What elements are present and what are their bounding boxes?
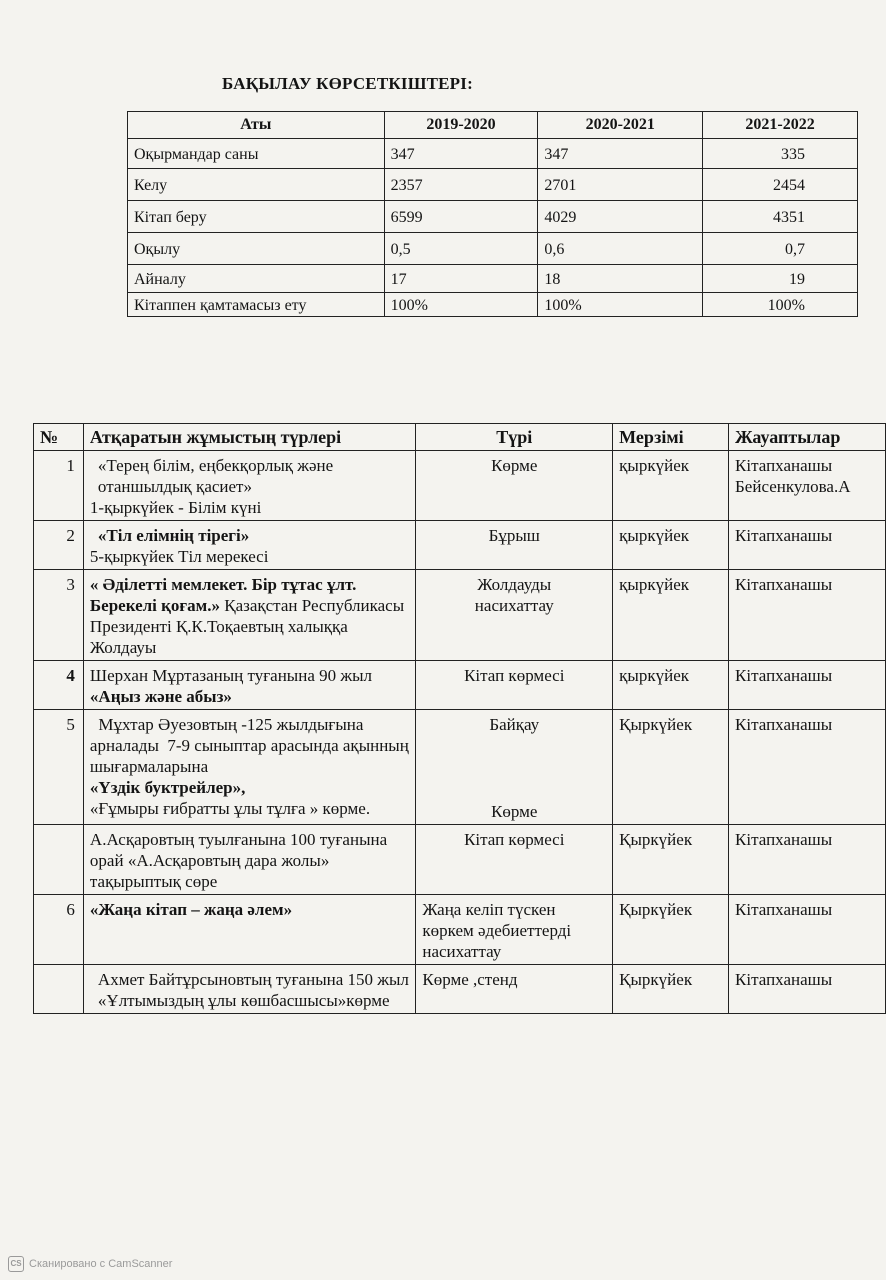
plan-row (34, 825, 886, 895)
plan-work-text: «Терең білім, еңбекқорлық және отаншылдық қасиет» (97, 456, 334, 496)
stats-header-row (128, 112, 858, 139)
stats-header-year3: 2021-2022 (703, 112, 858, 139)
plan-cell-number: 2 (34, 521, 84, 570)
camscanner-logo-icon: CS (8, 1256, 24, 1272)
plan-cell-responsible: Кітапханашы (729, 895, 886, 965)
plan-cell-responsible: Кітапханашы (729, 570, 886, 661)
stats-cell-value: 100% (384, 293, 538, 317)
plan-cell-type: Бұрыш (416, 521, 613, 570)
plan-header-row (34, 424, 886, 451)
stats-cell-value: 2701 (538, 169, 703, 201)
scanner-watermark-text: Сканировано с CamScanner (29, 1258, 173, 1270)
plan-work-text: 1-қыркүйек - Білім күні (89, 498, 262, 517)
stats-row (128, 293, 858, 317)
stats-row (128, 265, 858, 293)
stats-cell-name: Кітап беру (128, 201, 385, 233)
plan-type-text: насихаттау (474, 596, 554, 615)
stats-cell-name: Кітаппен қамтамасыз ету (128, 293, 385, 317)
plan-header-work: Атқаратын жұмыстың түрлері (83, 424, 415, 451)
plan-work-title: «Үздік буктрейлер», (89, 778, 246, 797)
stats-cell-value: 0,5 (384, 233, 538, 265)
stats-header-year1: 2019-2020 (384, 112, 538, 139)
plan-row (34, 451, 886, 521)
plan-cell-term: қыркүйек (613, 521, 729, 570)
plan-cell-work (83, 570, 415, 661)
plan-cell-term: Қыркүйек (613, 825, 729, 895)
stats-cell-value: 0,7 (703, 233, 858, 265)
stats-cell-value: 2357 (384, 169, 538, 201)
stats-cell-value: 4029 (538, 201, 703, 233)
plan-work-text: Қазақстан Республикасы Президенті Қ.К.Тоқаевтың халыққа Жолдауы (89, 596, 405, 657)
plan-work-text: Мұхтар Әуезовтың -125 жылдығына арналады 7-9 сыныптар арасында ақынның шығармаларына (89, 715, 414, 776)
plan-cell-responsible: Кітапханашы (729, 710, 886, 825)
plan-cell-responsible: Кітапханашы (729, 965, 886, 1014)
plan-cell-term: қыркүйек (613, 661, 729, 710)
stats-cell-value: 19 (703, 265, 858, 293)
plan-cell-type: Кітап көрмесі (416, 825, 613, 895)
plan-header-responsible: Жауаптылар (729, 424, 886, 451)
plan-cell-work: «Жаңа кітап – жаңа әлем» (83, 895, 415, 965)
plan-responsible-text: Бейсенкулова.А (735, 477, 851, 496)
plan-cell-number: 3 (34, 570, 84, 661)
stats-header-year2: 2020-2021 (538, 112, 703, 139)
plan-row (34, 710, 886, 825)
plan-cell-responsible: Кітапханашы (729, 661, 886, 710)
plan-work-text: Шерхан Мұртазаның туғанына 90 жыл (89, 666, 373, 685)
stats-table (127, 111, 858, 317)
plan-type-text: Жолдауды (477, 575, 552, 594)
plan-cell-term: Қыркүйек (613, 965, 729, 1014)
plan-cell-number (34, 825, 84, 895)
plan-work-text: 5-қыркүйек Тіл мерекесі (89, 547, 269, 566)
stats-row (128, 201, 858, 233)
plan-row (34, 661, 886, 710)
plan-cell-term: Қыркүйек (613, 895, 729, 965)
plan-row (34, 521, 886, 570)
stats-cell-value: 100% (538, 293, 703, 317)
plan-work-text: «Ғұмыры ғибратты ұлы тұлға » көрме. (89, 799, 371, 818)
stats-cell-name: Оқырмандар саны (128, 139, 385, 169)
plan-cell-type (416, 710, 613, 825)
stats-cell-value: 4351 (703, 201, 858, 233)
plan-responsible-text: Кітапханашы (735, 456, 833, 475)
stats-cell-value: 347 (538, 139, 703, 169)
plan-cell-work (83, 710, 415, 825)
plan-cell-responsible: Кітапханашы (729, 825, 886, 895)
plan-type-spacer (422, 735, 606, 801)
stats-cell-value: 335 (703, 139, 858, 169)
stats-row (128, 139, 858, 169)
stats-cell-name: Келу (128, 169, 385, 201)
stats-cell-value: 18 (538, 265, 703, 293)
plan-row (34, 965, 886, 1014)
plan-cell-number: 6 (34, 895, 84, 965)
stats-cell-name: Айналу (128, 265, 385, 293)
plan-row (34, 895, 886, 965)
plan-cell-responsible (729, 451, 886, 521)
stats-row (128, 233, 858, 265)
plan-cell-number: 5 (34, 710, 84, 825)
plan-cell-number (34, 965, 84, 1014)
plan-cell-term: қыркүйек (613, 570, 729, 661)
plan-cell-type (416, 570, 613, 661)
stats-cell-value: 100% (703, 293, 858, 317)
plan-row (34, 570, 886, 661)
plan-cell-number: 4 (34, 661, 84, 710)
stats-cell-value: 347 (384, 139, 538, 169)
plan-cell-work (83, 521, 415, 570)
plan-cell-work: А.Асқаровтың туылғанына 100 туғанына орай «А.Асқаровтың дара жолы» тақырыптық сөре (83, 825, 415, 895)
plan-cell-work (83, 661, 415, 710)
plan-header-term: Мерзімі (613, 424, 729, 451)
plan-cell-responsible: Кітапханашы (729, 521, 886, 570)
plan-work-title: « Әділетті мемлекет. Бір тұтас ұлт. Берекелі қоғам.» (89, 575, 357, 615)
plan-cell-work: Ахмет Байтұрсыновтың туғанына 150 жыл «Ұлтымыздың ұлы көшбасшысы»көрме (83, 965, 415, 1014)
plan-cell-work (83, 451, 415, 521)
plan-cell-type: Кітап көрмесі (416, 661, 613, 710)
plan-table (33, 423, 886, 1014)
plan-header-number: № (34, 424, 84, 451)
stats-cell-value: 2454 (703, 169, 858, 201)
stats-cell-value: 0,6 (538, 233, 703, 265)
plan-cell-type: Көрме ,стенд (416, 965, 613, 1014)
plan-cell-type: Көрме (416, 451, 613, 521)
stats-cell-value: 6599 (384, 201, 538, 233)
plan-cell-term: қыркүйек (613, 451, 729, 521)
stats-header-name: Аты (128, 112, 385, 139)
scanner-watermark (8, 1256, 172, 1272)
stats-cell-name: Оқылу (128, 233, 385, 265)
document-title: БАҚЫЛАУ КӨРСЕТКІШТЕРІ: (222, 74, 473, 93)
plan-work-title: «Тіл елімнің тірегі» (97, 526, 250, 545)
plan-cell-type: Жаңа келіп түскен көркем әдебиеттерді насихаттау (416, 895, 613, 965)
plan-type-text: Байқау (489, 715, 540, 734)
plan-work-title: «Аңыз және абыз» (89, 687, 232, 706)
plan-type-text: Көрме (491, 802, 538, 821)
plan-cell-term: Қыркүйек (613, 710, 729, 825)
stats-cell-value: 17 (384, 265, 538, 293)
stats-row (128, 169, 858, 201)
plan-cell-number: 1 (34, 451, 84, 521)
plan-header-type: Түрі (416, 424, 613, 451)
